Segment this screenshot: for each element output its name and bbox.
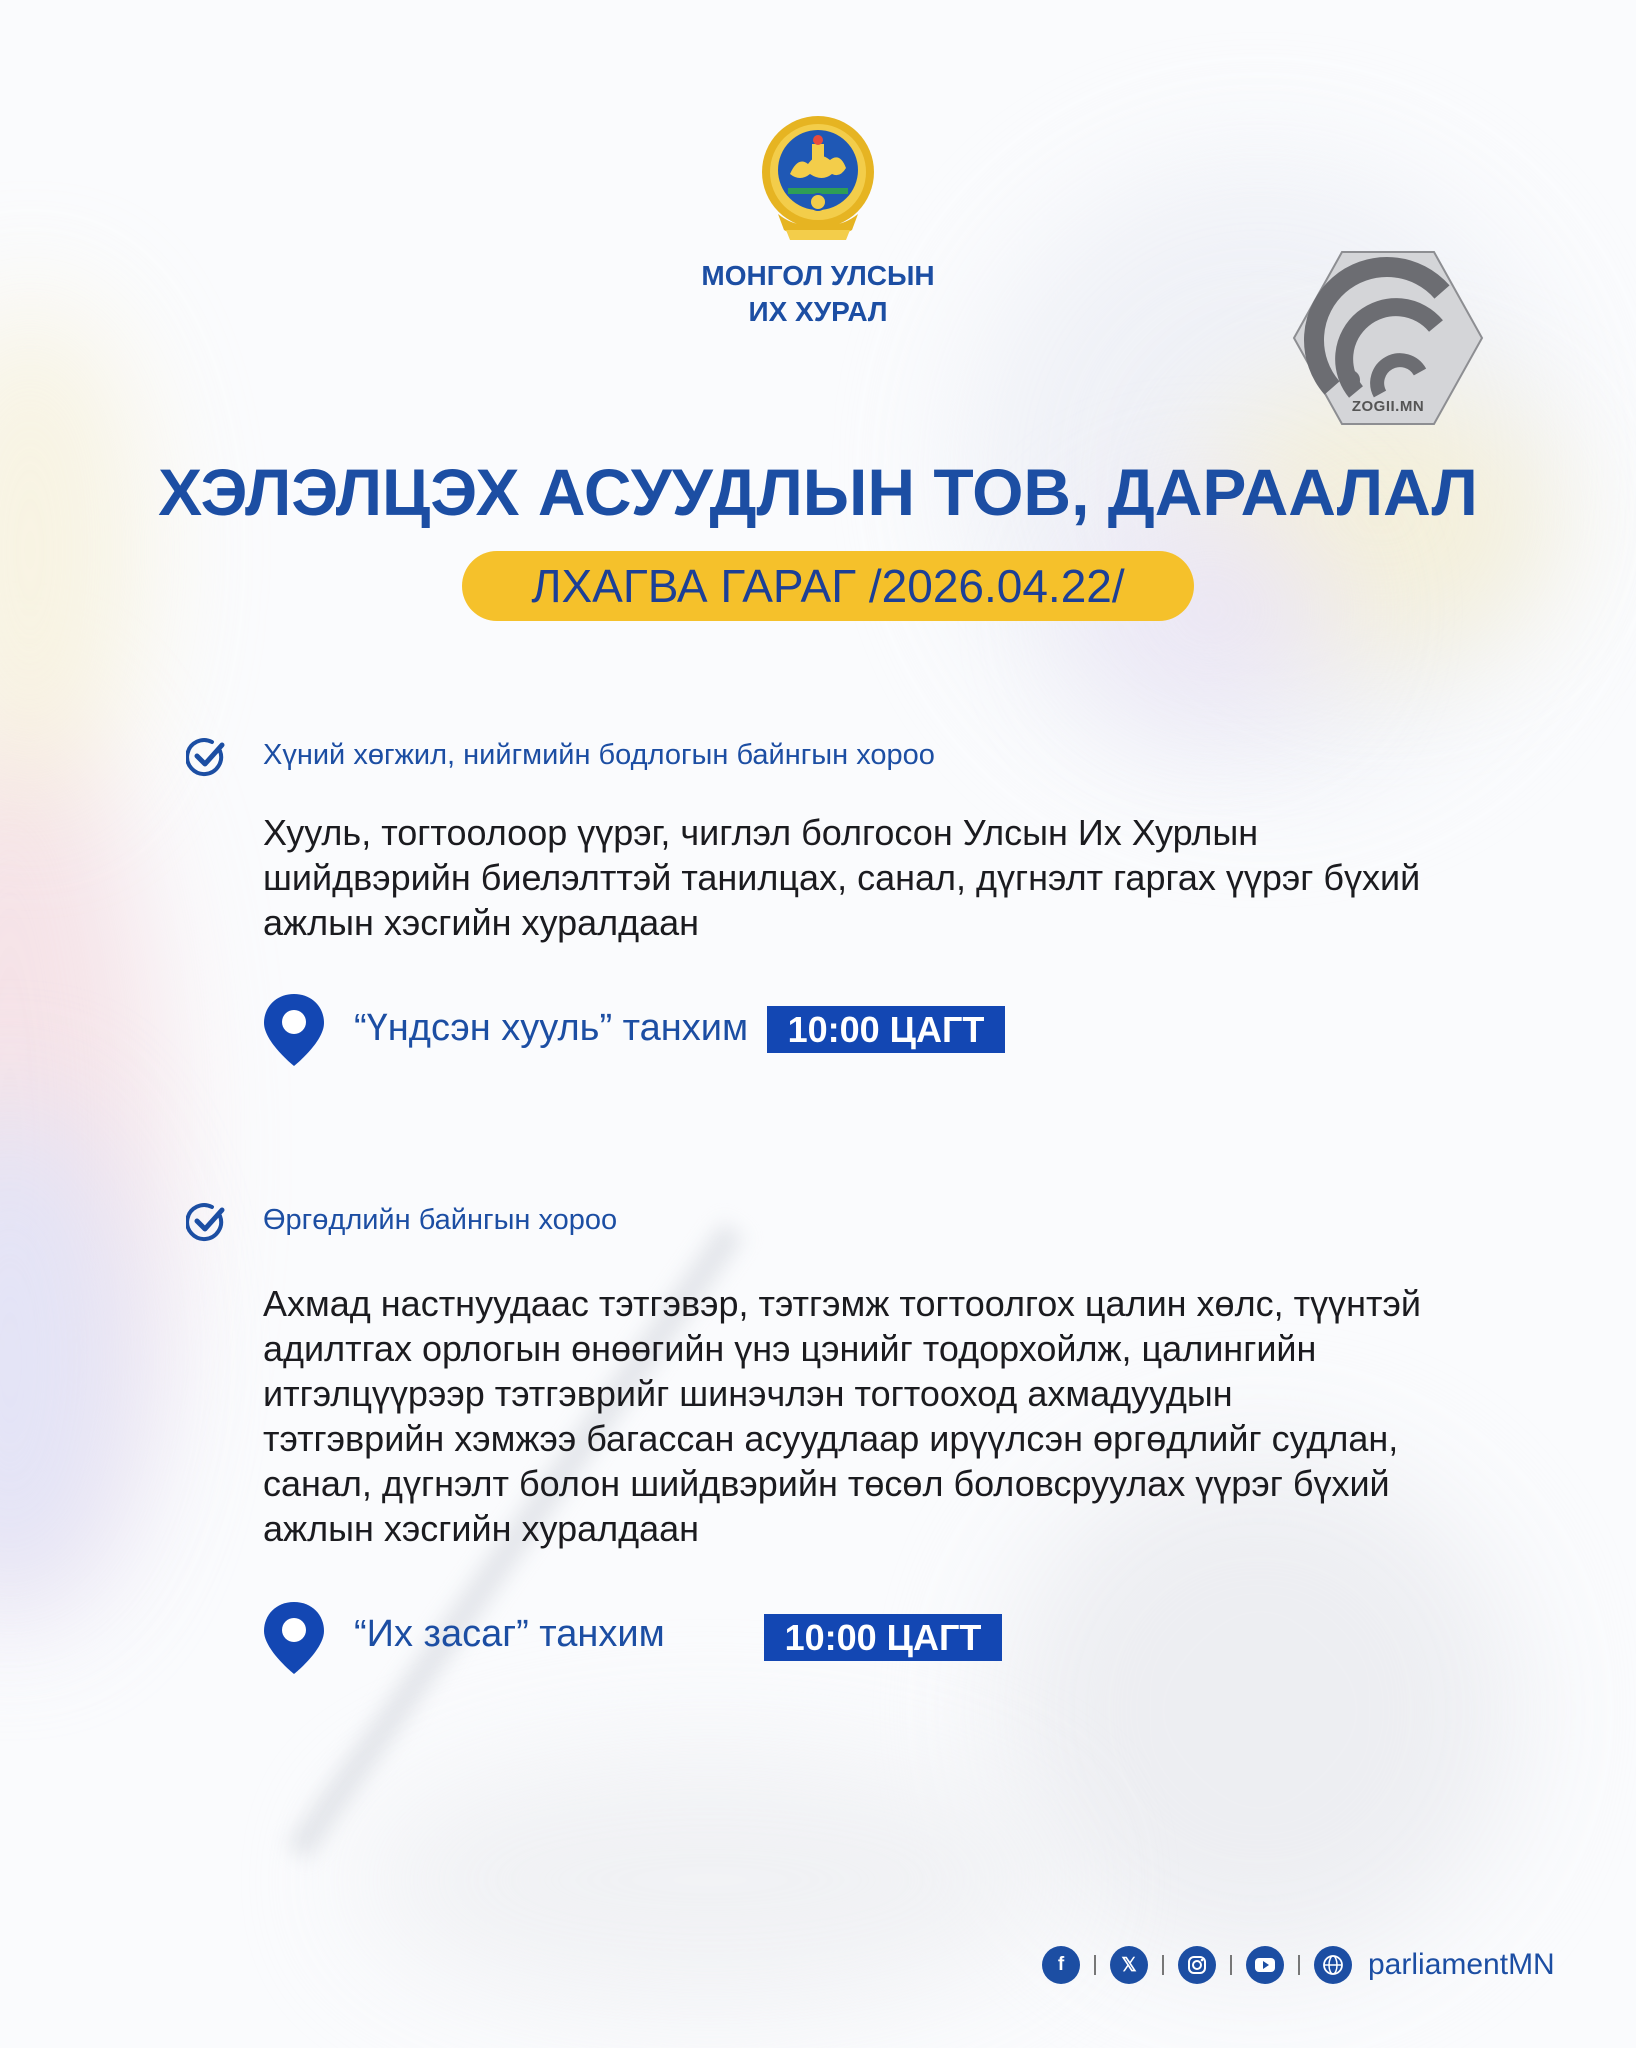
room-name-1: “Үндсэн хууль” танхим xyxy=(354,1007,749,1049)
organization-name xyxy=(618,258,1018,330)
check-circle-icon xyxy=(186,737,226,777)
description-line: итгэлцүүрээр тэтгэврийг шинэчлэн тогтооход ахмадуудын xyxy=(263,1373,1233,1414)
description-2 xyxy=(263,1281,1483,1551)
watermark-text: ZOGII.MN xyxy=(1351,398,1425,415)
divider xyxy=(1162,1955,1164,1975)
date-pill: ЛХАГВА ГАРАГ /2026.04.22/ xyxy=(462,551,1194,621)
time-badge-1: 10:00 ЦАГТ xyxy=(767,1006,1005,1053)
description-line: шийдвэрийн биелэлттэй танилцах, санал, дүгнэлт гаргах үүрэг бүхий xyxy=(263,857,1421,898)
committee-name-1: Хүний хөгжил, нийгмийн бодлогын байнгын хороо xyxy=(263,739,935,771)
location-pin-icon xyxy=(262,992,326,1068)
description-line: адилтгах орлогын өнөөгийн үнэ цэнийг тодорхойлж, цалингийн xyxy=(263,1328,1317,1369)
org-line-1: МОНГОЛ УЛСЫН xyxy=(701,260,935,291)
location-pin-icon xyxy=(262,1600,326,1676)
facebook-icon[interactable]: f xyxy=(1042,1946,1080,1984)
description-line: Ахмад настнуудаас тэтгэвэр, тэтгэмж тогтоолгох цалин хөлс, түүнтэй xyxy=(263,1283,1421,1324)
check-circle-icon xyxy=(186,1202,226,1242)
room-name-2: “Их засаг” танхим xyxy=(354,1613,665,1655)
description-line: санал, дүгнэлт болон шийдвэрийн төсөл боловсруулах үүрэг бүхий xyxy=(263,1463,1390,1504)
state-emblem-icon xyxy=(758,114,878,244)
page-title: ХЭЛЭЛЦЭХ АСУУДЛЫН ТОВ, ДАРААЛАЛ xyxy=(158,455,1478,529)
divider xyxy=(1094,1955,1096,1975)
divider xyxy=(1298,1955,1300,1975)
description-line: Хууль, тогтоолоор үүрэг, чиглэл болгосон Улсын Их Хурлын xyxy=(263,812,1259,853)
description-line: тэтгэврийн хэмжээ багассан асуудлаар ирүүлсэн өргөдлийг судлан, xyxy=(263,1418,1399,1459)
description-line: ажлын хэсгийн хуралдаан xyxy=(263,902,700,943)
instagram-icon[interactable] xyxy=(1178,1946,1216,1984)
description-1 xyxy=(263,810,1483,945)
x-icon[interactable]: 𝕏 xyxy=(1110,1946,1148,1984)
org-line-2: ИХ ХУРАЛ xyxy=(748,296,888,327)
social-bar xyxy=(1042,1945,1555,1985)
description-line: ажлын хэсгийн хуралдаан xyxy=(263,1508,700,1549)
divider xyxy=(1230,1955,1232,1975)
globe-icon[interactable] xyxy=(1314,1946,1352,1984)
youtube-icon[interactable] xyxy=(1246,1946,1284,1984)
social-handle[interactable]: parliamentMN xyxy=(1368,1948,1555,1981)
time-badge-2: 10:00 ЦАГТ xyxy=(764,1614,1002,1661)
committee-name-2: Өргөдлийн байнгын хороо xyxy=(263,1204,618,1236)
